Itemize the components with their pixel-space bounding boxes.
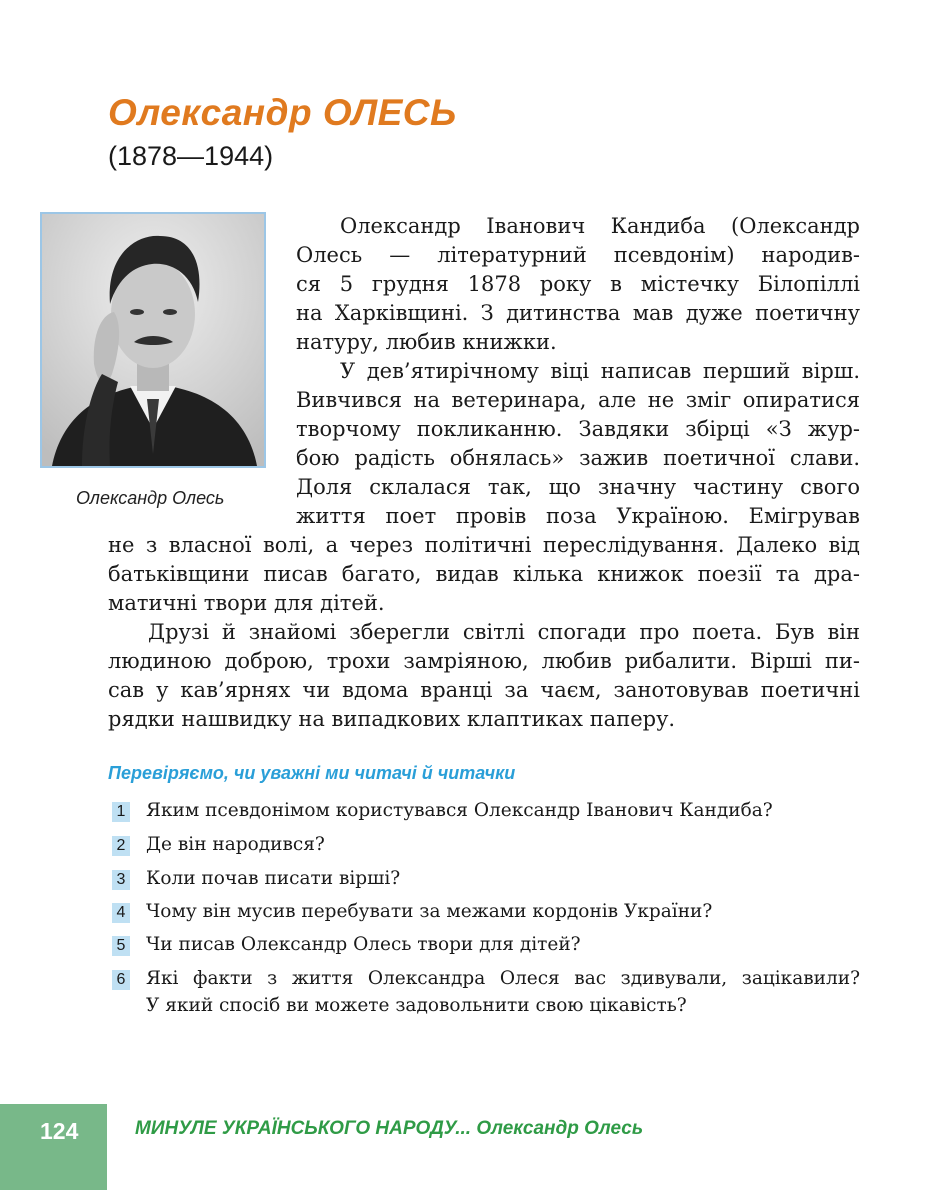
author-years: (1878—1944)	[108, 141, 274, 171]
body-line: сав у кав’ярнях чи вдома вранці за чаєм, занотовував поетичні	[108, 678, 860, 702]
body-line: життя поет провів поза Україною. Емігрував	[296, 504, 860, 528]
body-line: не з власної волі, а через політичні переслідування. Далеко від	[108, 533, 860, 557]
questions-heading: Перевіряємо, чи уважні ми читачі й читачки	[108, 763, 516, 783]
footer-section: МИНУЛЕ УКРАЇНСЬКОГО НАРОДУ...	[135, 1118, 472, 1139]
body-line: натуру, любив книжки.	[296, 330, 557, 354]
page-title: Олександр ОЛЕСЬ	[108, 92, 457, 133]
body-line: Олесь — літературний псевдонім) народив-	[296, 243, 860, 267]
question-text: Чому він мусив перебувати за межами кордонів України?	[146, 901, 713, 922]
footer-page-box	[0, 1104, 107, 1190]
question-text: У який спосіб ви можете задовольнити свою цікавість?	[146, 995, 687, 1016]
body-line: людиною доброю, трохи замріяною, любив рибалити. Вірші пи-	[108, 649, 860, 673]
author-portrait	[40, 212, 266, 468]
question-number: 4	[112, 903, 130, 923]
question-number: 1	[112, 802, 130, 822]
question-text: Чи писав Олександр Олесь твори для дітей?	[146, 934, 581, 955]
page-number: 124	[40, 1118, 79, 1144]
body-line: Доля склалася так, що значну частину свого	[296, 475, 860, 499]
body-line: Друзі й знайомі зберегли світлі спогади про поета. Був він	[148, 620, 860, 644]
body-line: батьківщини писав багато, видав кілька книжок поезії та дра-	[108, 562, 860, 586]
body-line: матичні твори для дітей.	[108, 591, 385, 615]
question-text: Які факти з життя Олександра Олеся вас здивували, зацікавили?	[146, 968, 860, 989]
body-line: творчому покликанню. Завдяки збірці «З жур-	[296, 417, 860, 441]
body-line: на Харківщині. З дитинства мав дуже поетичну	[296, 301, 860, 325]
body-line: У дев’ятирічному віці написав перший вірш.	[340, 359, 860, 383]
body-line: бою радість обнялась» зажив поетичної слави.	[296, 446, 860, 470]
question-text: Коли почав писати вірші?	[146, 868, 401, 889]
body-line: Вивчився на ветеринара, але не зміг опиратися	[296, 388, 860, 412]
question-text: Де він народився?	[146, 834, 325, 855]
body-line: Олександр Іванович Кандиба (Олександр	[340, 214, 860, 238]
question-text: Яким псевдонімом користувався Олександр Іванович Кандиба?	[146, 800, 773, 821]
portrait-caption: Олександр Олесь	[76, 488, 225, 508]
question-number: 2	[112, 836, 130, 856]
footer-section-title	[135, 1118, 643, 1140]
question-number: 5	[112, 936, 130, 956]
footer-author: Олександр Олесь	[476, 1118, 644, 1139]
question-number: 6	[112, 970, 130, 990]
body-line: рядки нашвидку на випадкових клаптиках паперу.	[108, 707, 676, 731]
body-line: ся 5 грудня 1878 року в містечку Білопіллі	[296, 272, 860, 296]
question-number: 3	[112, 870, 130, 890]
